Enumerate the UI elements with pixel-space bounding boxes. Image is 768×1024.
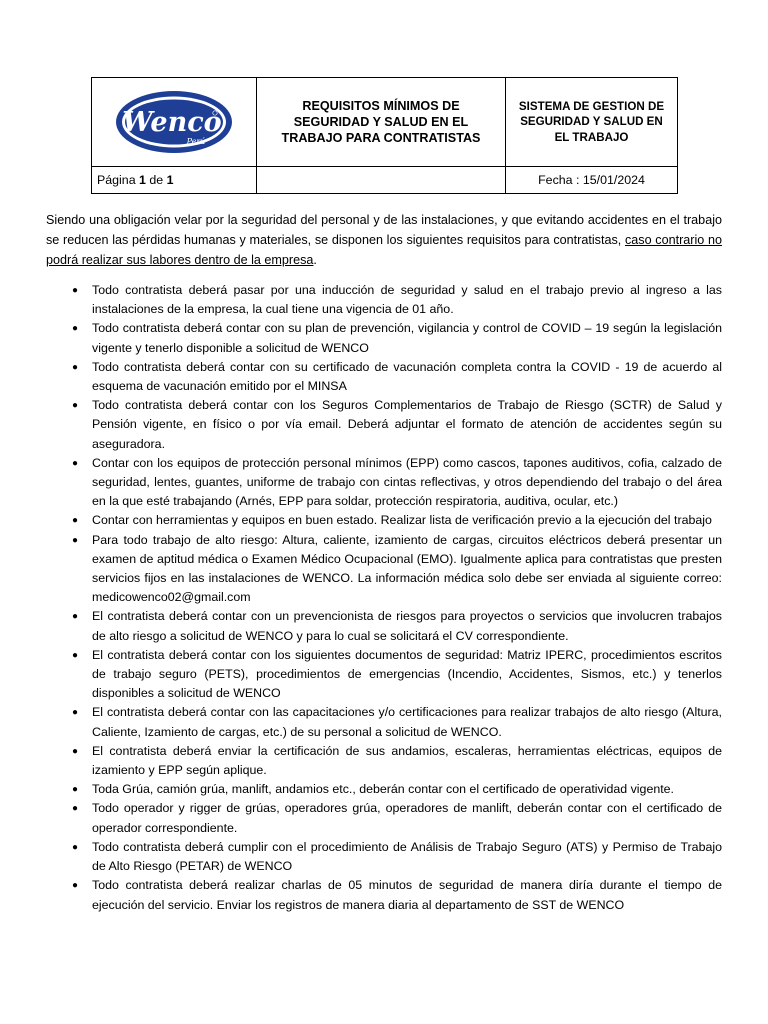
bullet-icon: ● bbox=[72, 841, 79, 853]
requirement-item bbox=[46, 838, 722, 876]
requirement-text: Para todo trabajo de alto riesgo: Altura, caliente, izamiento de cargas, circuitos eléctricos deberá presentar un examen de aptitud médica o Examen Médico Ocupacional (EMO). Igualmente aplica para contratistas que presten servicios fijos en las instalaciones de WENCO. La información médica solo debe ser enviada al siguiente correo: medicowenco02@gmail.com bbox=[92, 532, 722, 605]
requirement-text: Todo contratista deberá contar con su plan de prevención, vigilancia y control de COVID – 19 según la legislación vigente y tenerlo disponible a solicitud de WENCO bbox=[92, 321, 722, 355]
requirement-text: Todo contratista deberá pasar por una inducción de seguridad y salud en el trabajo previo al ingreso a las instalaciones de la empresa, la cual tiene una vigencia de 01 año. bbox=[92, 283, 722, 317]
wenco-logo bbox=[114, 89, 234, 155]
requirement-text: El contratista deberá contar con las capacitaciones y/o certificaciones para realizar trabajos de alto riesgo (Altura, Caliente, Izamiento de cargas, etc.) de su personal a solicitud de WENCO. bbox=[92, 705, 722, 739]
logo-wordmark: Wenco bbox=[122, 107, 222, 138]
requirement-text: El contratista deberá enviar la certificación de sus andamios, escaleras, herramientas eléctricas, equipos de izamiento y EPP según aplique. bbox=[92, 743, 722, 778]
system-title: SISTEMA DE GESTION DE SEGURIDAD Y SALUD EN EL TRABAJO bbox=[506, 78, 678, 167]
requirement-item bbox=[46, 396, 722, 454]
logo-subtext: Perú bbox=[186, 137, 206, 146]
requirement-text: El contratista deberá contar con un prevencionista de riesgos para proyectos o servicios que involucren trabajos de alto riesgo a solicitud de WENCO y para lo cual se solicitará el CV correspondiente. bbox=[92, 609, 722, 643]
bullet-icon: ● bbox=[72, 803, 79, 815]
bullet-icon: ● bbox=[72, 707, 79, 719]
requirements-list bbox=[46, 281, 722, 915]
requirement-item bbox=[46, 511, 722, 530]
logo-cell bbox=[92, 78, 257, 167]
requirement-text: Todo contratista deberá realizar charlas de 05 minutos de seguridad de manera diría durante el tiempo de ejecución del servicio. Enviar los registros de manera diaria al departamento de SST de WENCO bbox=[92, 878, 722, 912]
requirement-item bbox=[46, 703, 722, 741]
requirement-text: Todo contratista deberá contar con su certificado de vacunación completa contra la COVID - 19 de acuerdo al esquema de vacunación emitido por el MINSA bbox=[92, 359, 722, 394]
requirement-item bbox=[46, 607, 722, 645]
requirement-text: Contar con los equipos de protección personal mínimos (EPP) como cascos, tapones auditivos, cofia, calzado de seguridad, lentes, guantes, uniforme de trabajo con cintas reflectivas, y otros dependiendo del trabajo o del área en la que esté trabajando (Arnés, EPP para soldar, protección respiratoria, auditiva, ocular, etc.) bbox=[92, 455, 722, 509]
bullet-icon: ● bbox=[72, 323, 79, 335]
requirement-item bbox=[46, 358, 722, 396]
document-header-table bbox=[91, 77, 678, 194]
requirement-text: El contratista deberá contar con los siguientes documentos de seguridad: Matriz IPERC, procedimientos escritos de trabajo seguro (PETS), procedimientos de emergencias (Incendio, Accidentes, Sismos, etc.) y tenerlos disponibles a solicitud de WENCO bbox=[92, 647, 722, 701]
bullet-icon: ● bbox=[72, 649, 79, 661]
requirement-item bbox=[46, 454, 722, 512]
intro-text: Siendo una obligación velar por la seguridad del personal y de las instalaciones, y que evitando accidentes en el trabajo se reducen las pérdidas humanas y materiales, se disponen los siguientes requisitos para contratistas, bbox=[46, 213, 722, 247]
requirement-text: Todo operador y rigger de grúas, operadores grúa, operadores de manlift, deberán contar con el certificado de operador correspondiente. bbox=[92, 801, 722, 835]
requirement-text: Toda Grúa, camión grúa, manlift, andamios etc., deberán contar con el certificado de operatividad vigente. bbox=[92, 782, 675, 797]
page-prefix: Página bbox=[97, 173, 136, 187]
requirement-item bbox=[46, 281, 722, 319]
bullet-icon: ● bbox=[72, 285, 79, 296]
intro-underlined-text: caso contrario no podrá realizar sus labores dentro de la empresa bbox=[46, 233, 722, 267]
page-current: 1 bbox=[139, 173, 146, 187]
requirement-item bbox=[46, 319, 722, 357]
document-date: Fecha : 15/01/2024 bbox=[506, 167, 678, 194]
bullet-icon: ● bbox=[72, 880, 79, 892]
requirement-text: Todo contratista deberá cumplir con el procedimiento de Análisis de Trabajo Seguro (ATS) y Permiso de Trabajo de Alto Riesgo (PETAR) de WENCO bbox=[92, 839, 722, 874]
document-title: REQUISITOS MÍNIMOS DE SEGURIDAD Y SALUD EN EL TRABAJO PARA CONTRATISTAS bbox=[257, 78, 506, 167]
page-of: de bbox=[149, 173, 164, 187]
bullet-icon: ● bbox=[72, 457, 79, 469]
bullet-icon: ● bbox=[72, 745, 79, 757]
bullet-icon: ● bbox=[72, 400, 79, 412]
requirement-item bbox=[46, 646, 722, 704]
requirement-text: Todo contratista deberá contar con los Seguros Complementarios de Trabajo de Riesgo (SCTR) de Salud y Pensión vigente, en físico o por vía email. Deberá adjuntar el formato de atención de accidentes según su aseguradora. bbox=[92, 398, 722, 451]
bullet-icon: ● bbox=[72, 784, 79, 796]
bullet-icon: ● bbox=[72, 534, 79, 546]
bullet-icon: ● bbox=[72, 361, 79, 373]
empty-cell bbox=[257, 167, 506, 194]
intro-paragraph bbox=[46, 210, 722, 270]
requirement-item bbox=[46, 742, 722, 780]
bullet-icon: ● bbox=[72, 515, 79, 527]
intro-end: . bbox=[313, 253, 317, 267]
bullet-icon: ● bbox=[72, 611, 79, 623]
page-number bbox=[92, 167, 257, 194]
requirement-text: Contar con herramientas y equipos en buen estado. Realizar lista de verificación previo a la ejecución del trabajo bbox=[92, 513, 712, 528]
requirement-item bbox=[46, 531, 722, 608]
requirement-item bbox=[46, 876, 722, 914]
requirement-item bbox=[46, 780, 722, 799]
page-total: 1 bbox=[166, 173, 174, 187]
requirement-item bbox=[46, 799, 722, 837]
